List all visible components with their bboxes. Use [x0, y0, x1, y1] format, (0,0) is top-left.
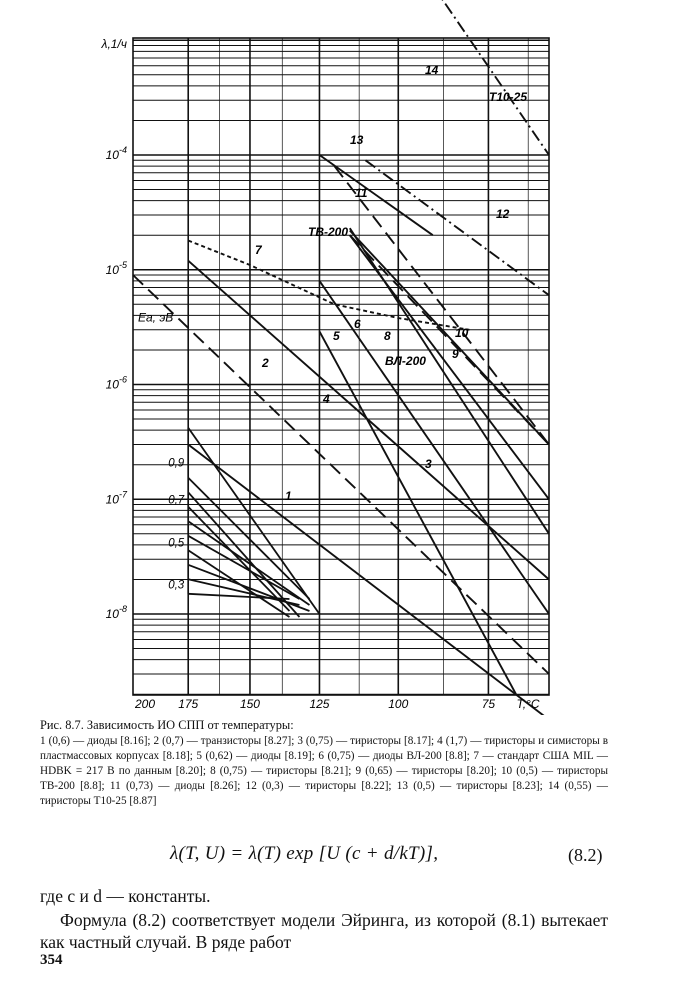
x-tick-label: 125: [309, 697, 330, 711]
curve-label-1: 1: [285, 489, 292, 503]
y-tick-label: $10^{-6}$: [105, 374, 127, 392]
curve-label-12: 12: [496, 207, 510, 221]
inline-label: Т10-25: [489, 90, 528, 104]
chart-grid: [133, 38, 549, 695]
x-tick-label: 150: [239, 697, 260, 711]
chart-curves: [133, 0, 549, 715]
ea-fan-line: [188, 492, 299, 617]
y-axis-label: λ,1/ч: [101, 37, 127, 51]
x-tick-label: 100: [388, 697, 409, 711]
ea-fan-line: [188, 565, 309, 611]
ea-axis-label: Eа, эВ: [138, 310, 174, 325]
x-axis-label: T,°C: [516, 697, 540, 711]
x-tick-label: 200: [134, 697, 156, 711]
formula-8-2: λ(T, U) = λ(T) exp [U (c + d/kT)],: [170, 843, 439, 864]
curve-label-8: 8: [384, 329, 391, 343]
equation-number: (8.2): [568, 845, 603, 865]
curve-label-3: 3: [425, 457, 432, 471]
ea-fan-line: [188, 428, 319, 614]
curve-label-4: 4: [323, 392, 330, 406]
inline-label: ТВ-200: [308, 225, 349, 239]
curve-label-2: 2: [262, 356, 269, 370]
x-tick-label: 175: [178, 697, 199, 711]
x-tick-label: 75: [481, 697, 496, 711]
curve-8: [350, 228, 549, 534]
curve-label-9: 9: [452, 347, 459, 361]
curve-label-6: 6: [354, 317, 361, 331]
ea-tick-label: 0,9: [168, 457, 185, 470]
curve-label-14: 14: [425, 63, 439, 77]
curve-label-11: 11: [355, 186, 368, 200]
curve-label-7: 7: [255, 243, 262, 257]
y-tick-label: $10^{-5}$: [105, 259, 127, 277]
caption-title: Рис. 8.7. Зависимость ИО СПП от температуры:: [40, 718, 294, 732]
caption-body: 1 (0,6) — диоды [8.16]; 2 (0,7) — транзисторы [8.27]; 3 (0,75) — тиристоры [8.17]; 4 (1,7) — тиристоры и симисторы в пластмассовых корпусах [8.18]; 5 (0,62) — диоды [8.19]; 6 (0,75) — диоды ВЛ-200 [8.8]; 7 — стандарт США MIL — HDBK = 217 B по данным [8.20]; 8 (0,75) — тиристоры [8.21]; 9 (0,65) — тиристоры [8.20]; 10 (0,5) — тиристоры ТВ-200 [8.8]; 11 (0,73) — диоды [8.26]; 12 (0,3) — тиристоры [8.22]; 13 (0,5) — тиристоры [8.23]; 14 (0,55) — тиристоры Т10-25 [8.87]: [40, 735, 608, 807]
y-tick-label: $10^{-8}$: [105, 604, 127, 621]
curve-9: [350, 231, 549, 445]
y-tick-label: $10^{-4}$: [105, 145, 127, 162]
curve-14: [433, 0, 549, 155]
curve-label-5: 5: [333, 329, 340, 343]
y-tick-label: $10^{-7}$: [105, 489, 127, 507]
paragraph-eyring: Формула (8.2) соответствует модели Эйринга, из которой (8.1) вытекает как частный случай. В ряде работ: [40, 910, 608, 952]
curve-label-10: 10: [455, 326, 469, 340]
plot-frame: [133, 38, 549, 695]
paragraph-constants: где c и d — константы.: [40, 886, 211, 906]
ea-tick-label: 0,5: [168, 537, 185, 550]
inline-label: ВЛ-200: [385, 354, 426, 368]
page-number: 354: [40, 952, 63, 968]
ea-tick-label: 0,7: [168, 494, 185, 507]
figure-caption: [40, 718, 608, 809]
curve-12: [320, 155, 433, 235]
ea-tick-label: 0,3: [168, 579, 185, 592]
curve-label-13: 13: [350, 133, 364, 147]
